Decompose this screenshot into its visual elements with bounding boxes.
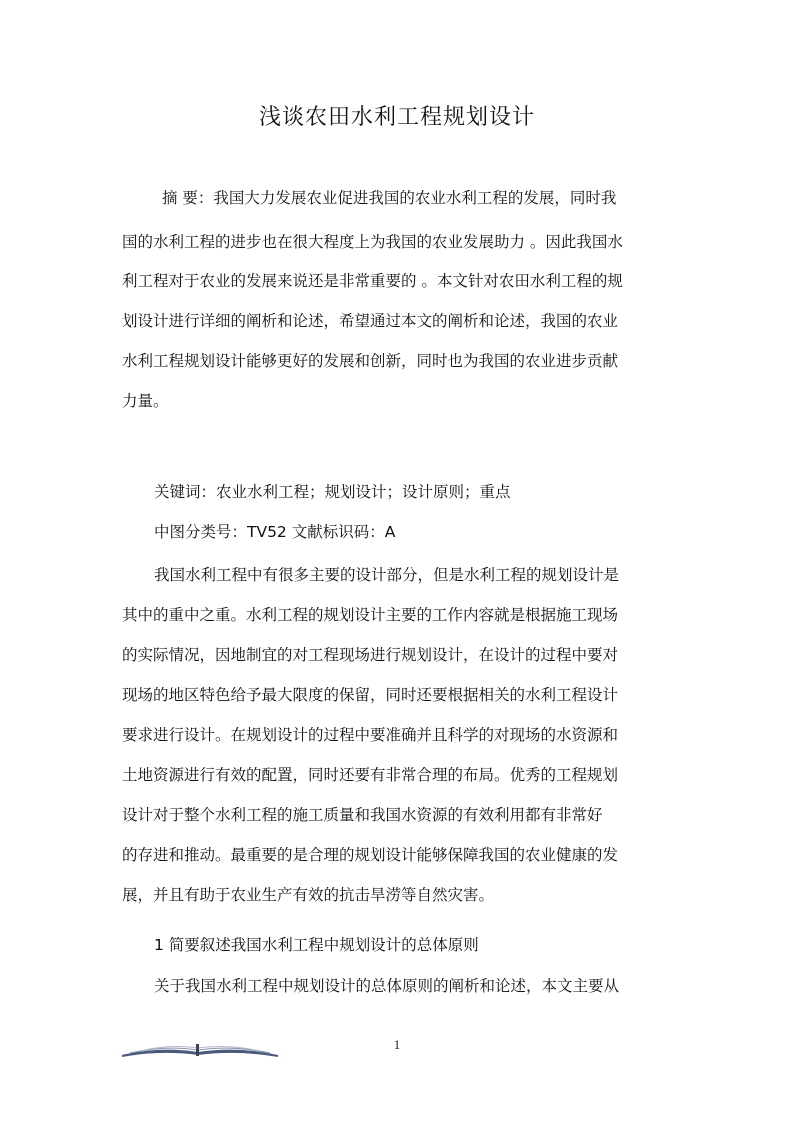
- body-line: 要求进行设计。在规划设计的过程中要准确并且科学的对现场的水资源和: [122, 726, 619, 744]
- abstract-line: 摘 要：我国大力发展农业促进我国的农业水利工程的发展，同时我: [162, 189, 617, 207]
- body-line: 的存进和推动。最重要的是合理的规划设计能够保障我国的农业健康的发: [122, 846, 619, 864]
- body-line: 现场的地区特色给予最大限度的保留，同时还要根据相关的水利工程设计: [122, 686, 619, 704]
- section-body-line: 关于我国水利工程中规划设计的总体原则的阐析和论述，本文主要从: [154, 977, 620, 995]
- abstract-line: 力量。: [122, 392, 169, 410]
- abstract-line: 利工程对于农业的发展来说还是非常重要的 。本文针对农田水利工程的规: [122, 272, 623, 290]
- body-line: 设计对于整个水利工程的施工质量和我国水资源的有效利用都有非常好: [122, 806, 603, 824]
- page-number: 1: [393, 1037, 401, 1052]
- section-heading: 1 简要叙述我国水利工程中规划设计的总体原则: [154, 936, 479, 954]
- document-title: 浅谈农田水利工程规划设计: [258, 105, 535, 130]
- body-line: 的实际情况，因地制宜的对工程现场进行规划设计，在设计的过程中要对: [122, 646, 619, 664]
- body-line: 我国水利工程中有很多主要的设计部分，但是水利工程的规划设计是: [154, 566, 620, 584]
- abstract-line: 水利工程规划设计能够更好的发展和创新，同时也为我国的农业进步贡献: [122, 352, 619, 370]
- keywords: 关键词：农业水利工程；规划设计；设计原则；重点: [154, 483, 511, 501]
- abstract-line: 划设计进行详细的阐析和论述，希望通过本文的阐析和论述，我国的农业: [122, 312, 619, 330]
- classification-code: 中图分类号：TV52 文献标识码：A: [154, 523, 396, 541]
- body-line: 其中的重中之重。水利工程的规划设计主要的工作内容就是根据施工现场: [122, 606, 619, 624]
- book-ornament-icon: [120, 1040, 280, 1060]
- abstract-line: 国的水利工程的进步也在很大程度上为我国的农业发展助力 。因此我国水: [122, 233, 623, 251]
- body-line: 展，并且有助于农业生产有效的抗击旱涝等自然灾害。: [122, 886, 495, 904]
- body-line: 土地资源进行有效的配置，同时还要有非常合理的布局。优秀的工程规划: [122, 766, 619, 784]
